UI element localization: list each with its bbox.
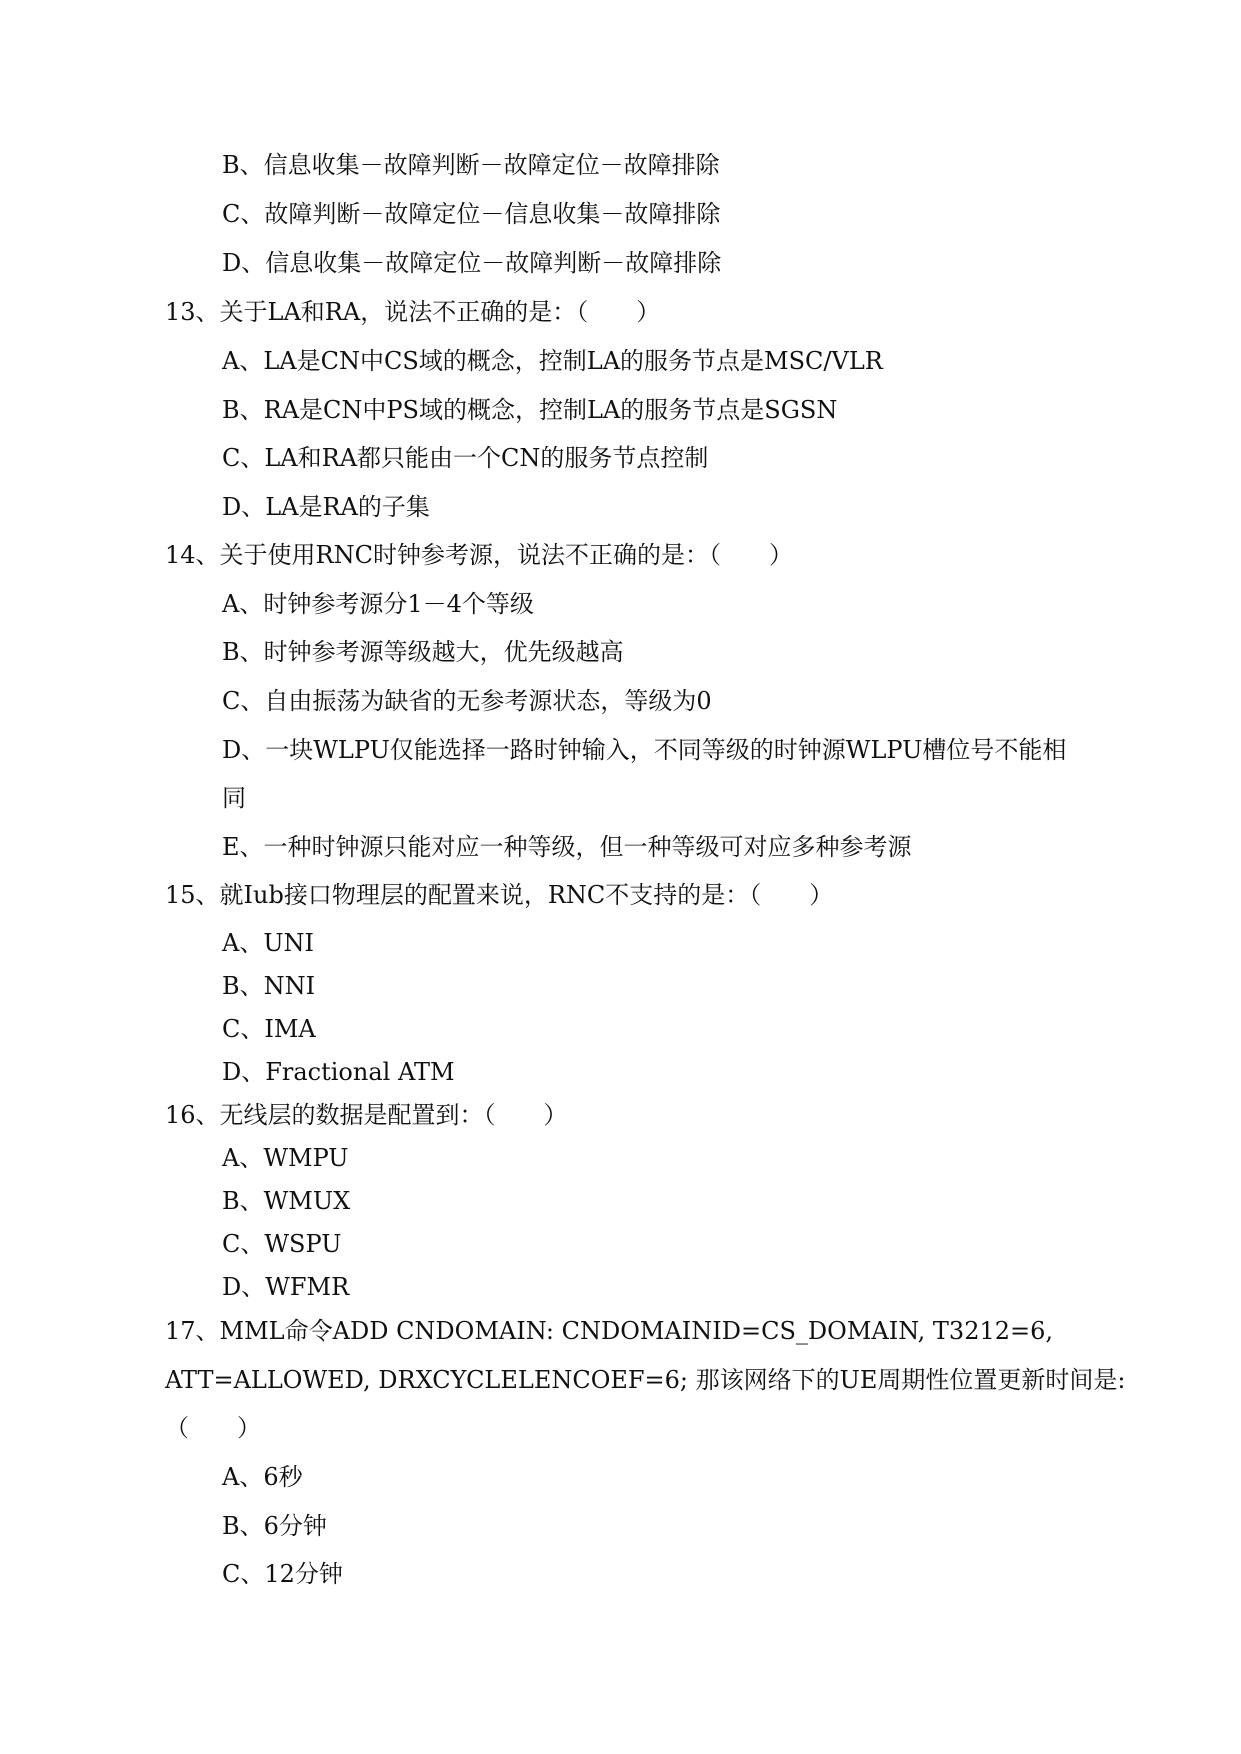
option-14-d-continued: 同 <box>222 784 246 812</box>
option-16-a: A、WMPU <box>222 1144 349 1172</box>
option-13-b: B、RA是CN中PS域的概念，控制LA的服务节点是SGSN <box>222 396 838 424</box>
option-15-d: D、Fractional ATM <box>222 1058 455 1086</box>
option-16-c: C、WSPU <box>222 1230 342 1258</box>
option-12-b: B、信息收集－故障判断－故障定位－故障排除 <box>222 151 720 179</box>
option-14-c: C、自由振荡为缺省的无参考源状态，等级为0 <box>222 687 712 715</box>
option-14-e: E、一种时钟源只能对应一种等级，但一种等级可对应多种参考源 <box>222 833 912 861</box>
question-13: 13、关于LA和RA，说法不正确的是：（ ） <box>165 298 661 326</box>
option-15-c: C、IMA <box>222 1015 316 1043</box>
option-15-b: B、NNI <box>222 972 316 1000</box>
option-17-c: C、12分钟 <box>222 1560 343 1588</box>
question-14: 14、关于使用RNC时钟参考源，说法不正确的是：（ ） <box>165 541 793 569</box>
question-16: 16、无线层的数据是配置到：（ ） <box>165 1101 568 1129</box>
question-17: 17、MML命令ADD CNDOMAIN: CNDOMAINID=CS_DOMAIN, T3212=6, <box>165 1317 1054 1345</box>
question-17-blank: （ ） <box>165 1414 261 1442</box>
option-16-b: B、WMUX <box>222 1187 351 1215</box>
option-12-d: D、信息收集－故障定位－故障判断－故障排除 <box>222 249 722 277</box>
option-17-b: B、6分钟 <box>222 1512 327 1540</box>
option-13-d: D、LA是RA的子集 <box>222 493 430 521</box>
option-14-a: A、时钟参考源分1－4个等级 <box>222 590 534 618</box>
option-16-d: D、WFMR <box>222 1273 350 1301</box>
option-13-a: A、LA是CN中CS域的概念，控制LA的服务节点是MSC/VLR <box>222 347 883 375</box>
option-17-a: A、6秒 <box>222 1463 303 1491</box>
option-12-c: C、故障判断－故障定位－信息收集－故障排除 <box>222 200 721 228</box>
question-15: 15、就Iub接口物理层的配置来说，RNC不支持的是：（ ） <box>165 881 834 909</box>
question-17-continued: ATT=ALLOWED, DRXCYCLELENCOEF=6; 那该网络下的UE周期性位置更新时间是: <box>165 1366 1126 1394</box>
option-14-d: D、一块WLPU仅能选择一路时钟输入，不同等级的时钟源WLPU槽位号不能相 <box>222 736 1067 764</box>
option-14-b: B、时钟参考源等级越大，优先级越高 <box>222 638 624 666</box>
option-13-c: C、LA和RA都只能由一个CN的服务节点控制 <box>222 444 709 472</box>
option-15-a: A、UNI <box>222 929 315 957</box>
